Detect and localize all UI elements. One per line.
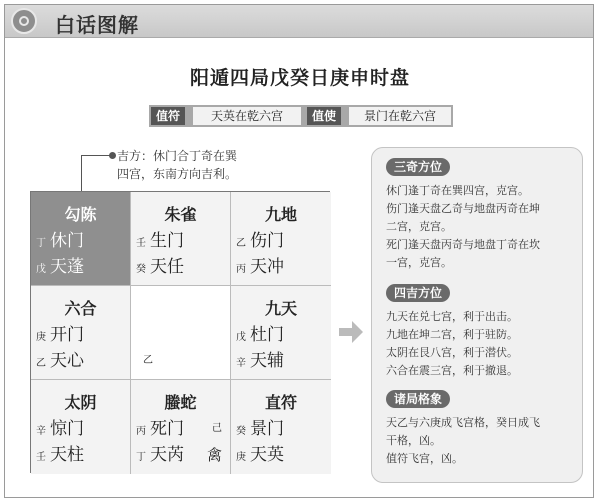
earth-stem: 丙 xyxy=(236,264,246,275)
note-line-1: 吉方：休门合丁奇在巽 xyxy=(117,149,238,163)
heaven-stem: 戊 xyxy=(236,332,246,343)
palace-star: 天辅 xyxy=(250,351,284,371)
palace-door: 开门 xyxy=(50,325,84,345)
palace-door: 休门 xyxy=(50,231,84,251)
palace-door: 伤门 xyxy=(250,231,284,251)
center-stem: 乙 xyxy=(143,355,153,366)
heaven-stem: 癸 xyxy=(236,426,246,437)
palace-star-row xyxy=(36,350,84,372)
palace-cell-kan xyxy=(131,380,231,474)
section-body-sanqi xyxy=(386,182,576,272)
duty-bar xyxy=(149,105,453,127)
section-line: 伤门逢天盘乙奇与地盘丙奇在坤 xyxy=(386,202,540,215)
palace-door-row xyxy=(236,230,284,252)
qimen-grid xyxy=(30,191,330,473)
earth-stem: 丁 xyxy=(136,452,146,463)
section-line: 死门逢天盘丙奇与地盘丁奇在坎 xyxy=(386,238,540,251)
heaven-stem: 庚 xyxy=(36,332,46,343)
section-line: 干格，凶。 xyxy=(386,434,441,447)
palace-star-row xyxy=(136,256,184,278)
earth-stem: 辛 xyxy=(236,358,246,369)
section-body-geju xyxy=(386,414,576,468)
section-title-geju: 诸局格象 xyxy=(386,390,450,408)
palace-door-row xyxy=(36,324,84,346)
section-line: 天乙与六庚成飞宫格，癸日成飞 xyxy=(386,416,540,429)
zhishi-label: 值使 xyxy=(307,107,341,125)
palace-star: 天冲 xyxy=(250,257,284,277)
palace-cell-dui xyxy=(231,286,331,380)
palace-god: 六合 xyxy=(64,299,97,318)
palace-cell-xun xyxy=(31,192,131,286)
palace-cell-zhen xyxy=(31,286,131,380)
palace-door: 惊门 xyxy=(50,419,84,439)
section-line: 二宫，克宫。 xyxy=(386,220,452,233)
palace-star: 天芮 xyxy=(150,445,184,465)
palace-door: 杜门 xyxy=(250,325,284,345)
section-line: 值符飞宫，凶。 xyxy=(386,452,463,465)
palace-star: 天心 xyxy=(50,351,84,371)
palace-cell-qian xyxy=(231,380,331,474)
palace-door-row xyxy=(36,418,84,440)
palace-door: 死门 xyxy=(150,419,184,439)
palace-cell-li xyxy=(131,192,231,286)
earth-stem: 庚 xyxy=(236,452,246,463)
palace-star: 天柱 xyxy=(50,445,84,465)
palace-cell-kun xyxy=(231,192,331,286)
palace-star-row xyxy=(236,256,284,278)
extra-stem: 己 xyxy=(212,423,222,434)
palace-god: 九地 xyxy=(264,205,297,224)
extra-star: 禽 xyxy=(206,446,222,464)
palace-door: 景门 xyxy=(250,419,284,439)
palace-god: 太阴 xyxy=(64,393,97,412)
earth-stem: 戊 xyxy=(36,264,46,275)
explanation-panel xyxy=(371,147,583,483)
zhishi-value: 景门在乾六宫 xyxy=(349,107,451,125)
palace-door-row xyxy=(136,418,226,440)
note-line-2: 四宫，东南方向吉利。 xyxy=(117,167,238,181)
header-title: 白话图解 xyxy=(55,13,139,37)
heaven-stem: 壬 xyxy=(136,238,146,249)
section-line: 六合在震三宫，利于撤退。 xyxy=(386,364,518,377)
page-frame xyxy=(4,4,594,498)
header-bar xyxy=(5,5,593,38)
earth-stem: 癸 xyxy=(136,264,146,275)
palace-door: 生门 xyxy=(150,231,184,251)
section-body-siji xyxy=(386,308,576,380)
section-line: 太阴在艮八宫，利于潜伏。 xyxy=(386,346,518,359)
zhifu-value: 天英在乾六宫 xyxy=(193,107,301,125)
palace-star: 天蓬 xyxy=(50,257,84,277)
section-line: 休门逢丁奇在巽四宫，克宫。 xyxy=(386,184,529,197)
section-line: 九天在兑七宫，利于出击。 xyxy=(386,310,518,323)
section-title-sanqi: 三奇方位 xyxy=(386,158,450,176)
palace-star: 天英 xyxy=(250,445,284,465)
palace-door-row xyxy=(236,418,284,440)
zhifu-label: 值符 xyxy=(151,107,185,125)
section-title-siji: 四吉方位 xyxy=(386,284,450,302)
palace-cell-gen xyxy=(31,380,131,474)
arrow-right-icon xyxy=(339,321,363,343)
logo-icon xyxy=(11,8,37,34)
bullet-dot-icon xyxy=(109,152,116,159)
earth-stem: 乙 xyxy=(36,358,46,369)
palace-star-row xyxy=(36,444,84,466)
palace-door-row xyxy=(236,324,284,346)
palace-god: 勾陈 xyxy=(64,205,97,224)
palace-god: 直符 xyxy=(264,393,297,412)
heaven-stem: 丁 xyxy=(36,238,46,249)
palace-star-row xyxy=(36,256,84,278)
page-title: 阳遁四局戊癸日庚申时盘 xyxy=(189,67,410,89)
palace-god: 螣蛇 xyxy=(164,393,197,412)
palace-star-row xyxy=(136,444,226,466)
section-line: 一宫，克宫。 xyxy=(386,256,452,269)
heaven-stem: 丙 xyxy=(136,426,146,437)
palace-star-row xyxy=(236,350,284,372)
note-leader-drop xyxy=(81,155,82,191)
palace-star: 天任 xyxy=(150,257,184,277)
palace-god: 朱雀 xyxy=(164,205,197,224)
palace-god: 九天 xyxy=(264,299,297,318)
palace-cell-center xyxy=(131,286,231,380)
palace-star-row xyxy=(236,444,284,466)
heaven-stem: 乙 xyxy=(236,238,246,249)
earth-stem: 壬 xyxy=(36,452,46,463)
section-line: 九地在坤二宫，利于驻防。 xyxy=(386,328,518,341)
palace-door-row xyxy=(136,230,184,252)
palace-door-row xyxy=(36,230,84,252)
heaven-stem: 辛 xyxy=(36,426,46,437)
auspicious-note xyxy=(117,147,237,183)
